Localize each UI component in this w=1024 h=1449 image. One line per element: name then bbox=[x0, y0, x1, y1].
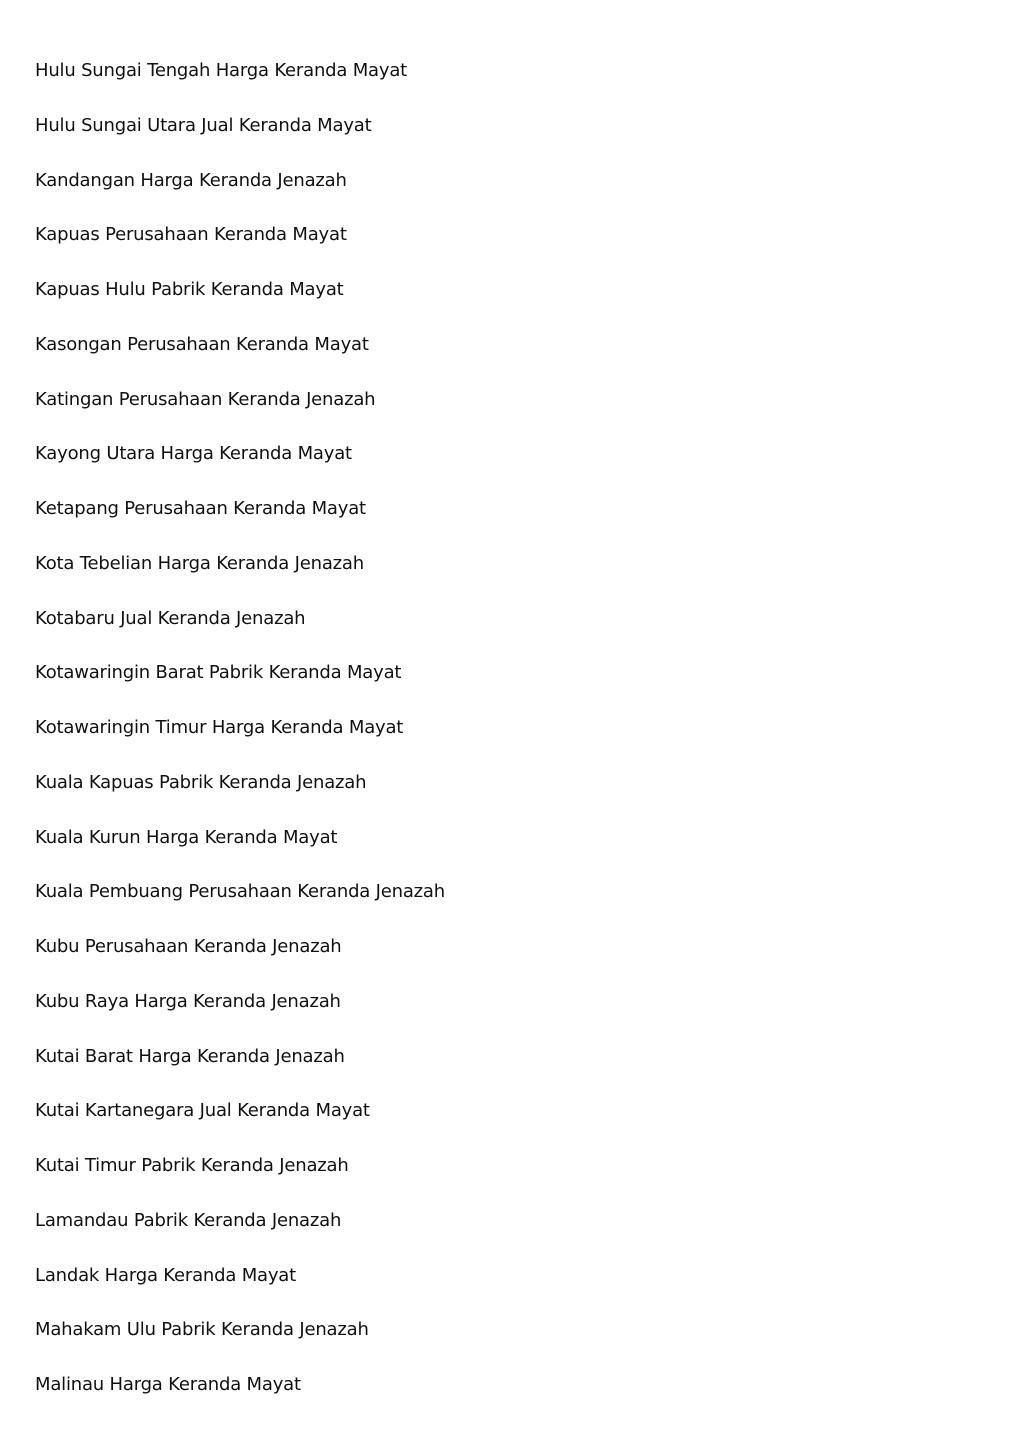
text-line: Kutai Timur Pabrik Keranda Jenazah bbox=[35, 1155, 349, 1176]
text-line: Kutai Kartanegara Jual Keranda Mayat bbox=[35, 1100, 370, 1122]
text-line: Mahakam Ulu Pabrik Keranda Jenazah bbox=[35, 1319, 369, 1341]
text-line-list bbox=[35, 56, 445, 1425]
text-line: Malinau Harga Keranda Mayat bbox=[35, 1374, 301, 1395]
text-line: Lamandau Pabrik Keranda Jenazah bbox=[35, 1209, 342, 1231]
text-line: Kutai Barat Harga Keranda Jenazah bbox=[35, 1045, 345, 1067]
text-line: Ketapang Perusahaan Keranda Mayat bbox=[35, 498, 366, 519]
text-line: Kuala Kurun Harga Keranda Mayat bbox=[35, 826, 338, 848]
text-line: Kayong Utara Harga Keranda Mayat bbox=[35, 443, 352, 465]
text-line: Kotabaru Jual Keranda Jenazah bbox=[35, 607, 306, 629]
text-line: Kandangan Harga Keranda Jenazah bbox=[35, 169, 347, 191]
text-line: Kota Tebelian Harga Keranda Jenazah bbox=[35, 552, 364, 574]
text-line: Kapuas Hulu Pabrik Keranda Mayat bbox=[35, 279, 344, 300]
text-line: Landak Harga Keranda Mayat bbox=[35, 1264, 296, 1286]
text-line: Kuala Kapuas Pabrik Keranda Jenazah bbox=[35, 771, 367, 793]
text-line: Hulu Sungai Tengah Harga Keranda Mayat bbox=[35, 60, 408, 81]
text-line: Katingan Perusahaan Keranda Jenazah bbox=[35, 388, 376, 410]
text-line: Kubu Raya Harga Keranda Jenazah bbox=[35, 990, 341, 1012]
text-line: Kapuas Perusahaan Keranda Mayat bbox=[35, 224, 347, 246]
text-line: Kasongan Perusahaan Keranda Mayat bbox=[35, 333, 369, 355]
text-line: Kuala Pembuang Perusahaan Keranda Jenazah bbox=[35, 881, 445, 903]
text-line: Hulu Sungai Utara Jual Keranda Mayat bbox=[35, 114, 372, 136]
text-line: Kotawaringin Timur Harga Keranda Mayat bbox=[35, 717, 404, 738]
text-line: Kotawaringin Barat Pabrik Keranda Mayat bbox=[35, 662, 402, 684]
text-line: Kubu Perusahaan Keranda Jenazah bbox=[35, 936, 342, 957]
